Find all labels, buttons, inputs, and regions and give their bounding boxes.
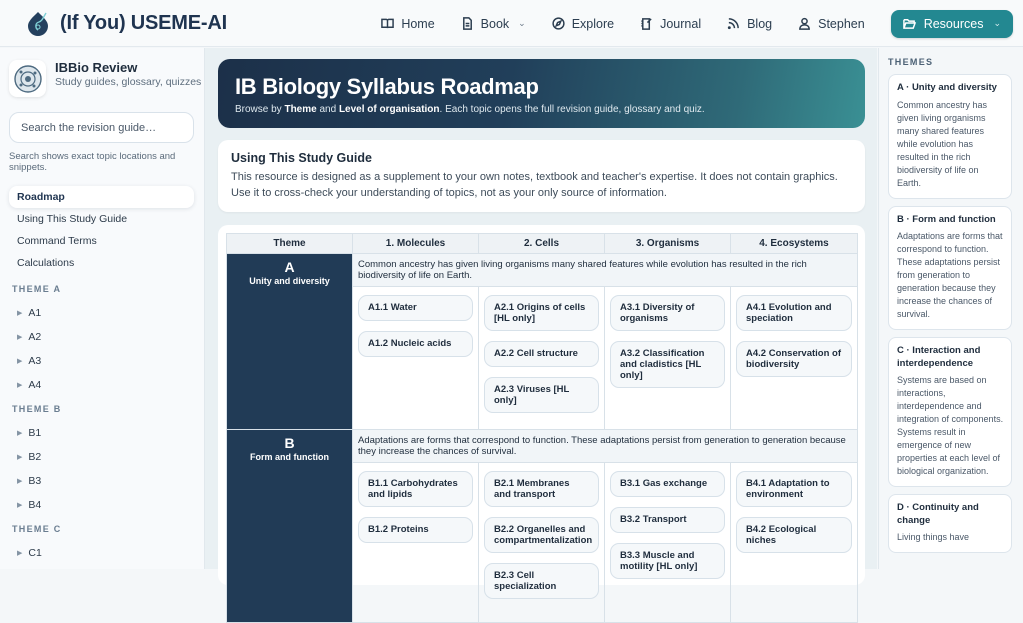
sidebar-link-using-guide[interactable]: Using This Study Guide <box>17 213 128 225</box>
theme-letter: B <box>284 435 295 451</box>
sidebar-brand <box>9 60 204 97</box>
left-sidebar <box>0 48 205 569</box>
caret-right-icon: ▶ <box>17 502 23 509</box>
tree-item-a4[interactable] <box>17 373 204 397</box>
tree-label: C1 <box>28 547 42 559</box>
sidebar-link-roadmap[interactable]: Roadmap <box>9 186 194 208</box>
theme-b-cell <box>227 430 353 623</box>
themes-panel-title: THEMES <box>888 57 934 67</box>
caret-right-icon: ▶ <box>17 382 23 389</box>
page-title: IB Biology Syllabus Roadmap <box>235 74 539 99</box>
theme-name: Form and function <box>250 452 329 462</box>
a-cells-cell <box>479 287 605 430</box>
b-molecules-cell <box>353 463 479 623</box>
chevron-down-icon: ⌄ <box>518 18 526 28</box>
app-name: IBBio Review <box>55 60 138 75</box>
nav-label: Blog <box>747 16 773 31</box>
nav-journal[interactable] <box>640 17 701 31</box>
theme-card-c[interactable] <box>888 337 1012 487</box>
resources-label: Resources <box>923 16 984 31</box>
brand-link[interactable] <box>26 10 227 36</box>
header-cells: 2. Cells <box>479 234 605 254</box>
intro-body: This resource is designed as a supplement to your own notes, textbook and teacher's expertise. It does not contain graphics. Use it to cross-check your understanding of topics, not as your only source of information. <box>231 171 838 199</box>
nav-label: Stephen <box>818 16 865 31</box>
header-theme: Theme <box>227 234 353 254</box>
header-organisms: 3. Organisms <box>605 234 731 254</box>
theme-card-heading: A · Unity and diversity <box>897 82 997 93</box>
section-theme-b: THEME B <box>12 404 62 414</box>
topic-b2-1[interactable]: B2.1 Membranes and transport <box>484 471 599 507</box>
intro-card <box>218 140 865 212</box>
header-molecules: 1. Molecules <box>353 234 479 254</box>
tree-item-a2[interactable] <box>17 325 204 349</box>
sidebar-link-command-terms[interactable]: Command Terms <box>17 235 97 247</box>
b-ecosystems-cell <box>731 463 858 623</box>
app-subtitle: Study guides, glossary, quizzes <box>55 76 202 88</box>
main-nav <box>381 0 1023 47</box>
topic-a1-1[interactable]: A1.1 Water <box>358 295 473 321</box>
cell-logo-icon <box>9 60 46 97</box>
caret-right-icon: ▶ <box>17 430 23 437</box>
section-theme-a: THEME A <box>12 284 62 294</box>
tree-item-c1[interactable] <box>17 541 204 565</box>
a-molecules-cell <box>353 287 479 430</box>
caret-right-icon: ▶ <box>17 478 23 485</box>
document-icon <box>461 17 474 30</box>
hero-subtitle: Browse by Theme and Level of organisation. Each topic opens the full revision guide, glossary and quiz. <box>235 104 705 115</box>
topic-a4-2[interactable]: A4.2 Conservation of biodiversity <box>736 341 852 377</box>
tree-item-a3[interactable] <box>17 349 204 373</box>
theme-card-heading: B · Form and function <box>897 213 996 225</box>
topic-a2-2[interactable]: A2.2 Cell structure <box>484 341 599 367</box>
tree-label: A4 <box>28 379 42 391</box>
nav-book[interactable] <box>461 17 526 31</box>
topic-b3-3[interactable]: B3.3 Muscle and motility [HL only] <box>610 543 725 579</box>
notebook-icon <box>640 17 653 30</box>
search-placeholder: Search the revision guide… <box>21 121 157 134</box>
nav-label: Book <box>480 16 510 31</box>
brand-logo-icon <box>26 10 50 36</box>
topic-b3-1[interactable]: B3.1 Gas exchange <box>610 471 725 497</box>
themes-panel <box>878 48 1023 569</box>
caret-right-icon: ▶ <box>17 358 23 365</box>
tree-item-b2[interactable] <box>17 445 204 469</box>
tree-label: A3 <box>28 355 42 367</box>
tree-item-b4[interactable] <box>17 493 204 517</box>
brand-title: (If You) USEME-AI <box>60 11 227 34</box>
theme-name: Unity and diversity <box>249 276 330 286</box>
topic-a4-1[interactable]: A4.1 Evolution and speciation <box>736 295 852 331</box>
resources-button[interactable] <box>891 10 1013 38</box>
topic-b1-1[interactable]: B1.1 Carbohydrates and lipids <box>358 471 473 507</box>
caret-right-icon: ▶ <box>17 550 23 557</box>
roadmap-grid <box>218 225 865 592</box>
caret-right-icon: ▶ <box>17 454 23 461</box>
a-organisms-cell <box>605 287 731 430</box>
nav-label: Home <box>401 16 435 31</box>
topic-b4-2[interactable]: B4.2 Ecological niches <box>736 517 852 553</box>
header-ecosystems: 4. Ecosystems <box>731 234 858 254</box>
top-navigation-bar <box>0 0 1023 47</box>
theme-card-body: Living things have <box>897 532 970 542</box>
tree-item-b1[interactable] <box>17 421 204 445</box>
topic-a1-2[interactable]: A1.2 Nucleic acids <box>358 331 473 357</box>
tree-label: B1 <box>28 427 42 439</box>
chevron-down-icon: ⌄ <box>993 18 1001 28</box>
theme-card-b[interactable] <box>888 206 1012 331</box>
theme-card-body: Adaptations are forms that correspond to function. These adaptations persist from generation to generation because they increase the chances of survival. <box>897 231 1003 319</box>
tree-label: B4 <box>28 499 42 511</box>
theme-card-a[interactable] <box>888 74 1012 199</box>
theme-a-cell <box>227 254 353 430</box>
b-cells-cell <box>479 463 605 623</box>
sidebar-link-calculations[interactable]: Calculations <box>17 257 75 269</box>
topic-b1-2[interactable]: B1.2 Proteins <box>358 517 473 543</box>
theme-a-description: Common ancestry has given living organisms many shared features while evolution has resulted in the rich biodiversity of life on Earth. <box>353 254 858 287</box>
nav-label: Explore <box>571 16 615 31</box>
folder-open-icon <box>903 17 916 30</box>
hero-banner <box>218 59 865 128</box>
caret-right-icon: ▶ <box>17 334 23 341</box>
main-content <box>205 48 877 592</box>
topic-b4-1[interactable]: B4.1 Adaptation to environment <box>736 471 852 507</box>
theme-card-body: Systems are based on interactions, interdependence and integration of components. Systems result in emergence of new properties at each level of biological organization. <box>897 375 1004 476</box>
topic-a3-2[interactable]: A3.2 Classification and cladistics [HL only] <box>610 341 725 388</box>
topic-b2-3[interactable]: B2.3 Cell specialization <box>484 563 599 599</box>
search-hint: Search shows exact topic locations and snippets. <box>9 151 176 173</box>
rss-icon <box>727 17 740 30</box>
nav-user[interactable] <box>798 17 865 31</box>
nav-blog[interactable] <box>727 17 772 31</box>
nav-home[interactable] <box>381 17 434 31</box>
caret-right-icon: ▶ <box>17 310 23 317</box>
tree-label: B3 <box>28 475 42 487</box>
search-input[interactable] <box>9 112 194 143</box>
roadmap-table <box>226 233 858 623</box>
theme-b-description: Adaptations are forms that correspond to function. These adaptations persist from generation to generation because they increase the chances of survival. <box>353 430 858 463</box>
compass-icon <box>552 17 565 30</box>
tree-item-a1[interactable] <box>17 301 204 325</box>
topic-a2-3[interactable]: A2.3 Viruses [HL only] <box>484 377 599 413</box>
user-icon <box>798 17 811 30</box>
theme-card-d[interactable] <box>888 494 1012 553</box>
theme-card-body: Common ancestry has given living organisms many shared features while evolution has resulted in the rich biodiversity of life on Earth. <box>897 99 988 188</box>
tree-label: B2 <box>28 451 42 463</box>
tree-label: A1 <box>28 307 42 319</box>
theme-letter: A <box>284 259 295 275</box>
topic-b3-2[interactable]: B3.2 Transport <box>610 507 725 533</box>
a-ecosystems-cell <box>731 287 858 430</box>
tree-item-b3[interactable] <box>17 469 204 493</box>
section-theme-c: THEME C <box>12 524 62 534</box>
book-open-icon <box>381 17 394 30</box>
b-organisms-cell <box>605 463 731 623</box>
theme-card-heading: C · Interaction and interdependence <box>897 345 981 369</box>
topic-a2-1[interactable]: A2.1 Origins of cells [HL only] <box>484 295 599 331</box>
intro-title: Using This Study Guide <box>231 151 372 165</box>
topic-b2-2[interactable]: B2.2 Organelles and compartmentalization <box>484 517 599 553</box>
nav-label: Journal <box>660 16 702 31</box>
theme-card-heading: D · Continuity and change <box>897 502 979 526</box>
nav-explore[interactable] <box>552 17 614 31</box>
tree-label: A2 <box>28 331 42 343</box>
sidebar-nav <box>0 186 204 274</box>
topic-a3-1[interactable]: A3.1 Diversity of organisms <box>610 295 725 331</box>
